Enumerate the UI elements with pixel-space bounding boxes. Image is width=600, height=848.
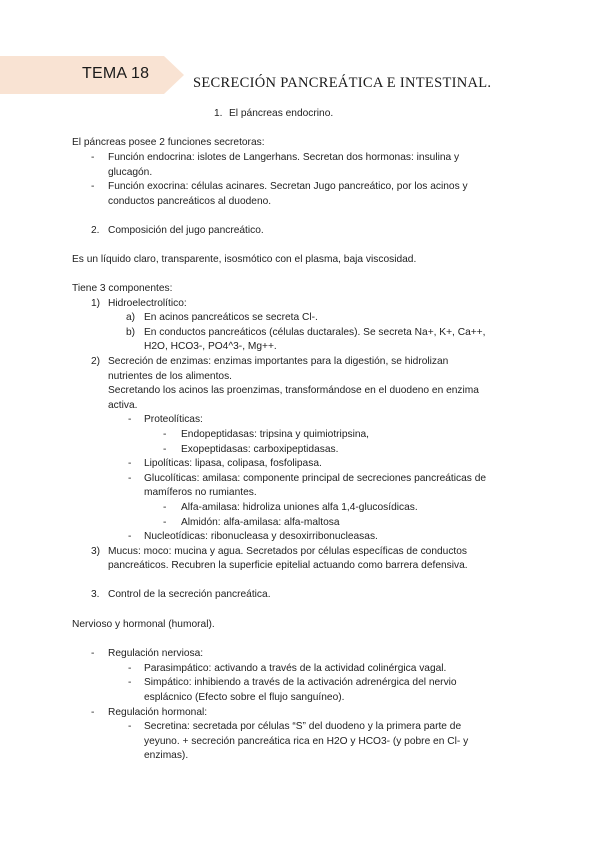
bullet-marker: - [128, 663, 132, 674]
list-item-continuation: nutrientes de los alimentos. [108, 371, 233, 382]
list-item: Función exocrina: células acinares. Secretan Jugo pancreático, por los acinos y [108, 181, 468, 192]
bullet-marker: - [91, 707, 95, 718]
bullet-marker: - [163, 502, 167, 513]
section-number: 3. [91, 589, 100, 600]
bullet-marker: - [128, 458, 132, 469]
list-item: Mucus: moco: mucina y agua. Secretados por células específicas de conductos [108, 546, 468, 557]
sub-list-item-continuation: mamíferos no rumiantes. [144, 487, 257, 498]
list-item: Función endocrina: islotes de Langerhans. Secretan dos hormonas: insulina y [108, 152, 460, 163]
bullet-marker: - [91, 648, 95, 659]
document-title: SECRECIÓN PANCREÁTICA E INTESTINAL. [193, 75, 492, 91]
list-item: Regulación hormonal: [108, 707, 208, 718]
bullet-marker: - [128, 721, 132, 732]
sub-list-item: En acinos pancreáticos se secreta Cl-. [144, 312, 318, 323]
sub-sub-list-item: Endopeptidasas: tripsina y quimiotripsina, [181, 429, 370, 440]
bullet-marker: - [163, 429, 167, 440]
list-item: Hidroelectrolítico: [108, 298, 187, 309]
sub-list-item: Nucleotídicas: ribonucleasa y desoxirribonucleasas. [144, 531, 378, 542]
list-item: Secreción de enzimas: enzimas importantes para la digestión, se hidrolizan [108, 356, 449, 367]
sub-list-item-continuation: enzimas). [144, 750, 189, 761]
list-item-continuation: Secretando los acinos las proenzimas, transformándose en el duodeno en enzima [108, 385, 479, 396]
sub-sub-list-item: Alfa-amilasa: hidroliza uniones alfa 1,4-glucosídicas. [181, 502, 418, 513]
paragraph: Nervioso y hormonal (humoral). [72, 619, 215, 630]
list-item-continuation: pancreáticos. Recubren la superficie epitelial actuando como barrera defensiva. [108, 560, 468, 571]
sub-list-item: Secretina: secretada por células “S” del duodeno y la primera parte de [144, 721, 462, 732]
section-number: 2. [91, 225, 100, 236]
sub-list-item-continuation: esplácnico (Efecto sobre el flujo sanguíneo). [144, 692, 345, 703]
bullet-marker: - [128, 531, 132, 542]
bullet-marker: - [128, 414, 132, 425]
sub-list-item: Lipolíticas: lipasa, colipasa, fosfolipasa. [144, 458, 322, 469]
list-item-continuation: conductos pancreáticos al duodeno. [108, 196, 272, 207]
bullet-marker: - [91, 152, 95, 163]
list-item-continuation: glucagón. [108, 167, 153, 178]
sub-list-item: Proteolíticas: [144, 414, 203, 425]
paragraph: El páncreas posee 2 funciones secretoras: [72, 137, 265, 148]
list-number: 2) [91, 356, 101, 367]
sub-list-item: Glucolíticas: amilasa: componente principal de secreciones pancreáticas de [144, 473, 487, 484]
bullet-marker: - [91, 181, 95, 192]
bullet-marker: - [163, 517, 167, 528]
sub-list-item: Simpático: inhibiendo a través de la activación adrenérgica del nervio [144, 677, 457, 688]
section-number: 1. [214, 108, 223, 119]
section-heading: El páncreas endocrino. [229, 108, 334, 119]
paragraph: Tiene 3 componentes: [72, 283, 173, 294]
sub-sub-list-item: Exopeptidasas: carboxipeptidasas. [181, 444, 339, 455]
sub-sub-list-item: Almidón: alfa-amilasa: alfa-maltosa [181, 517, 340, 528]
list-number: 1) [91, 298, 101, 309]
list-item-continuation: activa. [108, 400, 138, 411]
paragraph: Es un líquido claro, transparente, isosmótico con el plasma, baja viscosidad. [72, 254, 417, 265]
list-number: 3) [91, 546, 101, 557]
list-letter: a) [126, 312, 136, 323]
list-item: Regulación nerviosa: [108, 648, 204, 659]
section-heading: Composición del jugo pancreático. [108, 225, 264, 236]
list-letter: b) [126, 327, 136, 338]
bullet-marker: - [128, 677, 132, 688]
bullet-marker: - [128, 473, 132, 484]
sub-list-item-continuation: H2O, HCO3-, PO4^3-, Mg++. [144, 341, 277, 352]
sub-list-item: Parasimpático: activando a través de la actividad colinérgica vagal. [144, 663, 447, 674]
topic-tag: TEMA 18 [82, 65, 150, 82]
section-heading: Control de la secreción pancreática. [108, 589, 271, 600]
sub-list-item: En conductos pancreáticos (células ductarales). Se secreta Na+, K+, Ca++, [144, 327, 486, 338]
bullet-marker: - [163, 444, 167, 455]
sub-list-item-continuation: yeyuno. + secreción pancreática rica en H2O y HCO3- (y pobre en Cl- y [144, 736, 469, 747]
